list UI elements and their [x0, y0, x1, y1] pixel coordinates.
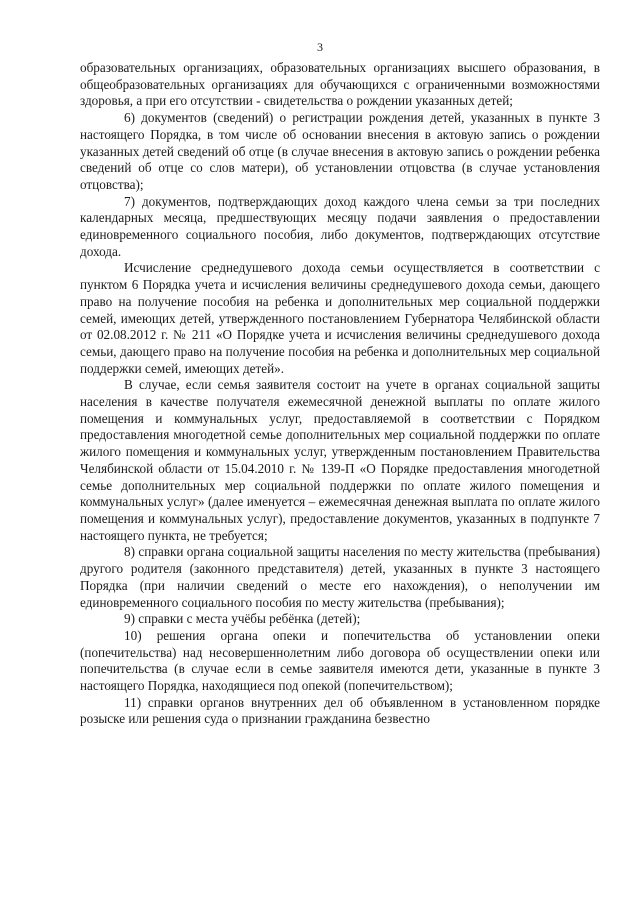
paragraph-item-10: 10) решения органа опеки и попечительства об установлении опеки (попечительства) над несовершеннолетним либо договора об осуществлении опеки или попечительства (в случае если в семье заявителя имеются дети, указанные в пункте 3 настоящего Порядка, находящиеся под опекой (попечительством); — [80, 627, 600, 694]
paragraph-large-family-exception: В случае, если семья заявителя состоит на учете в органах социальной защиты населения в качестве получателя ежемесячной денежной выплаты по оплате жилого помещения и коммунальных услуг, предоставляемой в соответствии с Порядком предоставления многодетной семье дополнительных мер социальной поддержки по оплате жилого помещения и коммунальных услуг, утвержденным постановлением Правительства Челябинской области от 15.04.2010 г. № 139-П «О Порядке предоставления многодетной семье дополнительных мер социальной поддержки по оплате жилого помещения и коммунальных услуг» (далее именуется – ежемесячная денежная выплата по оплате жилого помещения и коммунальных услуг), предоставление документов, указанных в подпункте 7 настоящего пункта, не требуется; — [80, 377, 600, 543]
paragraph-item-9: 9) справки с места учёбы ребёнка (детей); — [124, 611, 361, 627]
page-number: 3 — [317, 40, 323, 54]
paragraph-continuation: образовательных организациях, образовательных организациях высшего образования, в общеобразовательных организациях для обучающихся с ограниченными возможностями здоровья, а при его отсутствии - свидетельства о рождении указанных детей; — [80, 60, 600, 109]
paragraph-income-calculation: Исчисление среднедушевого дохода семьи осуществляется в соответствии с пунктом 6 Порядка учета и исчисления величины среднедушевого дохода семьи, дающего право на получение пособия на ребенка и дополнительных мер социальной поддержки семей, имеющих детей, утвержденного постановлением Губернатора Челябинской области от 02.08.2012 г. № 211 «О Порядке учета и исчисления величины среднедушевого дохода семьи, дающего право на получение пособия на ребенка и дополнительных мер социальной поддержки семей, имеющих детей». — [80, 260, 600, 376]
paragraph-item-6: 6) документов (сведений) о регистрации рождения детей, указанных в пункте 3 настоящего Порядка, в том числе об основании внесения в актовую запись о рождении указанных детей сведений об отце (в случае внесения в актовую запись о рождении ребенка сведений об отце со слов матери), об установлении отцовства (в случае установления отцовства); — [80, 110, 600, 192]
paragraph-item-8: 8) справки органа социальной защиты населения по месту жительства (пребывания) другого родителя (законного представителя) детей, указанных в пункте 3 настоящего Порядка (при наличии сведений о месте его нахождения), о неполучении им единовременного социального пособия по месту жительства (пребывания); — [80, 544, 600, 610]
paragraph-item-11: 11) справки органов внутренних дел об объявленном в установленном порядке розыске или решения суда о признании гражданина безвестно — [80, 694, 600, 727]
document-body — [80, 60, 600, 728]
paragraph-item-7: 7) документов, подтверждающих доход каждого члена семьи за три последних календарных месяца, предшествующих месяцу подачи заявления о предоставлении единовременного социального пособия, либо документов, подтверждающих отсутствие дохода. — [80, 193, 600, 259]
